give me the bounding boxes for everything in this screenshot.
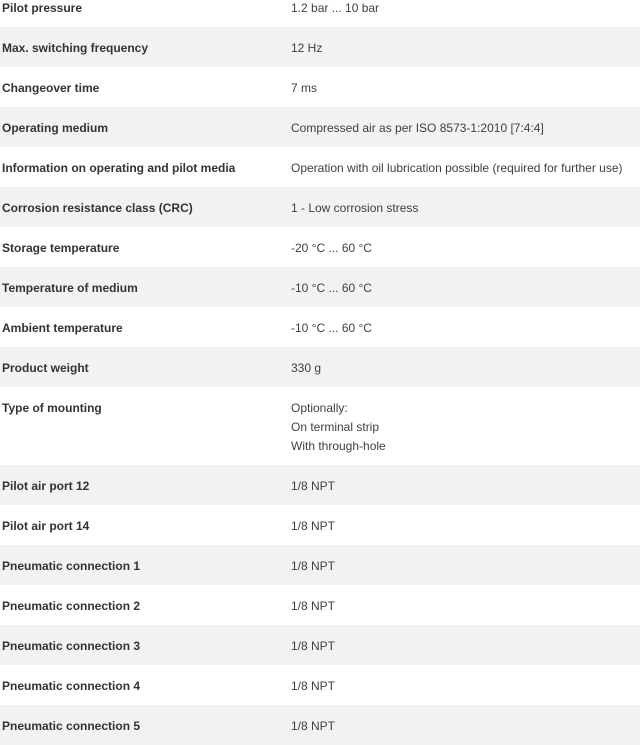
spec-row-pilot-air-port-14 bbox=[0, 505, 640, 545]
spec-row-pilot-pressure bbox=[0, 0, 640, 27]
spec-label: Storage temperature bbox=[2, 241, 120, 255]
spec-label: Information on operating and pilot media bbox=[2, 161, 236, 175]
spec-value-line: 1/8 NPT bbox=[291, 479, 336, 493]
spec-label: Temperature of medium bbox=[2, 281, 138, 295]
spec-label: Max. switching frequency bbox=[2, 41, 149, 55]
spec-value-line: 1/8 NPT bbox=[291, 679, 336, 693]
spec-label: Pilot pressure bbox=[2, 1, 83, 15]
spec-value bbox=[291, 477, 640, 496]
spec-row-pilot-air-port-12 bbox=[0, 465, 640, 505]
spec-label: Pilot air port 12 bbox=[2, 479, 90, 493]
spec-label: Pneumatic connection 2 bbox=[2, 599, 141, 613]
spec-value bbox=[291, 159, 640, 178]
spec-row-operating-pilot-media bbox=[0, 147, 640, 187]
spec-value bbox=[291, 0, 640, 18]
spec-value bbox=[291, 39, 640, 58]
spec-value-line: 1/8 NPT bbox=[291, 599, 336, 613]
spec-value bbox=[291, 717, 640, 736]
spec-value-line: 1/8 NPT bbox=[291, 639, 336, 653]
spec-label: Type of mounting bbox=[2, 401, 102, 415]
spec-value-line: 1 - Low corrosion stress bbox=[291, 201, 419, 215]
spec-row-pneumatic-connection-2 bbox=[0, 585, 640, 625]
spec-value-line: 1/8 NPT bbox=[291, 519, 336, 533]
spec-row-ambient-temperature bbox=[0, 307, 640, 347]
spec-value bbox=[291, 119, 640, 138]
spec-value bbox=[291, 677, 640, 696]
spec-value-line: With through-hole bbox=[291, 439, 386, 453]
spec-label: Corrosion resistance class (CRC) bbox=[2, 201, 193, 215]
spec-value bbox=[291, 517, 640, 536]
spec-value-line: Optionally: bbox=[291, 401, 348, 415]
spec-row-operating-medium bbox=[0, 107, 640, 147]
spec-row-pneumatic-connection-4 bbox=[0, 665, 640, 705]
spec-value-line: 1/8 NPT bbox=[291, 719, 336, 733]
spec-label: Product weight bbox=[2, 361, 89, 375]
spec-value bbox=[291, 557, 640, 576]
spec-row-storage-temperature bbox=[0, 227, 640, 267]
spec-value-line: 330 g bbox=[291, 361, 322, 375]
spec-row-pneumatic-connection-1 bbox=[0, 545, 640, 585]
spec-label: Pneumatic connection 4 bbox=[2, 679, 141, 693]
spec-value-line: -20 °C ... 60 °C bbox=[291, 241, 372, 255]
spec-row-pneumatic-connection-5 bbox=[0, 705, 640, 745]
spec-value bbox=[291, 319, 640, 338]
spec-row-max-switching-frequency bbox=[0, 27, 640, 67]
spec-row-temperature-of-medium bbox=[0, 267, 640, 307]
spec-value bbox=[291, 637, 640, 656]
spec-value-line: -10 °C ... 60 °C bbox=[291, 281, 372, 295]
spec-value-line: On terminal strip bbox=[291, 420, 380, 434]
spec-label: Operating medium bbox=[2, 121, 109, 135]
spec-row-product-weight bbox=[0, 347, 640, 387]
spec-row-pneumatic-connection-3 bbox=[0, 625, 640, 665]
spec-value bbox=[291, 359, 640, 378]
spec-value-line: Compressed air as per ISO 8573-1:2010 [7:4:4] bbox=[291, 121, 544, 135]
spec-row-changeover-time bbox=[0, 67, 640, 107]
spec-label: Pneumatic connection 5 bbox=[2, 719, 141, 733]
spec-value-line: 7 ms bbox=[291, 81, 318, 95]
spec-row-type-of-mounting bbox=[0, 387, 640, 465]
spec-value-line: 1/8 NPT bbox=[291, 559, 336, 573]
spec-value-line: -10 °C ... 60 °C bbox=[291, 321, 372, 335]
spec-value bbox=[291, 279, 640, 298]
spec-value-line: 12 Hz bbox=[291, 41, 323, 55]
spec-value bbox=[291, 239, 640, 258]
spec-row-corrosion-resistance-class bbox=[0, 187, 640, 227]
spec-value bbox=[291, 597, 640, 616]
spec-label: Pneumatic connection 3 bbox=[2, 639, 141, 653]
spec-label: Ambient temperature bbox=[2, 321, 123, 335]
spec-value bbox=[291, 79, 640, 98]
spec-label: Changeover time bbox=[2, 81, 100, 95]
spec-value-line: Operation with oil lubrication possible (required for further use) bbox=[291, 161, 623, 175]
spec-label: Pilot air port 14 bbox=[2, 519, 90, 533]
spec-value-line: 1.2 bar ... 10 bar bbox=[291, 1, 380, 15]
spec-value bbox=[291, 199, 640, 218]
spec-value bbox=[291, 399, 640, 456]
spec-label: Pneumatic connection 1 bbox=[2, 559, 141, 573]
